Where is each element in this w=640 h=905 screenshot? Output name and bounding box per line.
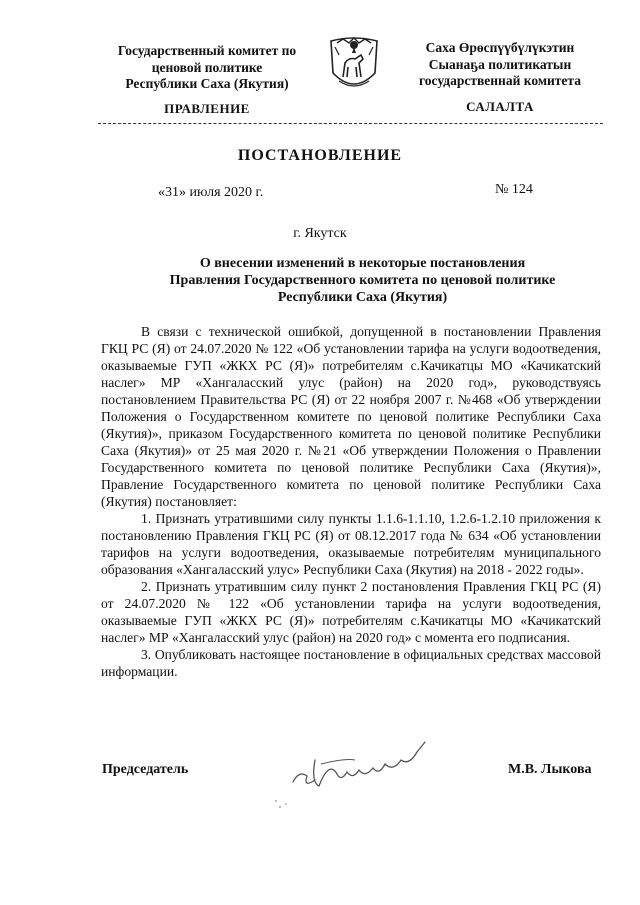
document-city: г. Якутск <box>293 226 347 241</box>
header-right-line: государственнай комитета <box>419 73 581 88</box>
signature-ink-marks <box>270 795 300 815</box>
header-left-board: ПРАВЛЕНИЕ <box>164 101 250 116</box>
signer-name: М.В. Лыкова <box>508 762 592 777</box>
signer-position: Председатель <box>102 762 189 777</box>
subject-line: Правления Государственного комитета по ценовой политике <box>169 273 556 288</box>
header-left-line: ценовой политике <box>151 59 263 75</box>
header-divider <box>98 123 603 124</box>
yakutia-coat-of-arms-icon <box>325 33 383 99</box>
header-right-org <box>400 40 600 90</box>
header-left-line: Республики Саха (Якутия) <box>125 76 289 91</box>
document-number: № 124 <box>495 182 533 197</box>
body-item-1: 1. Признать утратившими силу пункты 1.1.6-1.1.10, 1.2.6-1.2.10 приложения к постановлению Правления ГКЦ РС (Я) от 08.12.2017 года № 634 «Об установлении тарифов на услуги водоотведения, оказываемые потребителям муниципального образования «Хангаласский улус» Республики Саха (Якутия) на 2018 - 2022 годы». <box>101 511 601 577</box>
handwritten-signature <box>285 730 445 800</box>
document-subject <box>140 255 585 306</box>
header-right-board: САЛАЛТА <box>466 99 534 114</box>
subject-line: Республики Саха (Якутия) <box>277 290 448 305</box>
header-right-line: Саха Өрөспүүбүлүкэтин <box>425 40 575 55</box>
body-item-3: 3. Опубликовать настоящее постановление в официальных средствах массовой информации. <box>101 647 601 679</box>
document-body <box>101 323 601 680</box>
document-date: «31» июля 2020 г. <box>158 185 264 200</box>
header-right-line: Сыанаҕа политикатын <box>428 56 572 72</box>
header-left-org <box>102 43 312 93</box>
body-item-2: 2. Признать утратившим силу пункт 2 постановления Правления ГКЦ РС (Я) от 24.07.2020 № 122 «Об установлении тарифа на услуги водоотведения, оказываемые ГУП «ЖКХ РС (Я)» потребителям с.Качикатцы МО «Качикатский наслег» МР «Хангаласский улус (район) на 2020 год» с момента его подписания. <box>101 579 601 645</box>
header-left-line: Государственный комитет по <box>117 43 297 58</box>
body-intro-paragraph: В связи с технической ошибкой, допущенной в постановлении Правления ГКЦ РС (Я) от 24.07.2020 № 122 «Об установлении тарифа на услуги водоотведения, оказываемые ГУП «ЖКХ РС (Я)» потребителям с.Качикатцы МО «Качикатский наслег» МР «Хангаласский улус (район) на 2020 год», руководствуясь постановлением Правительства РС (Я) от 22 ноября 2007 г. №468 «Об утверждении Положения о Государственном комитете по ценовой политике Республики Саха (Якутия)», приказом Государственного комитета по ценовой политике Республики Саха (Якутия)» от 25 мая 2020 г. №21 «Об утверждении Положения о Правлении Государственного комитета по ценовой политике Республики Саха (Якутия)», Правление Государственного комитета по ценовой политике Республики Саха (Якутия) постановляет: <box>101 324 601 509</box>
subject-line: О внесении изменений в некоторые постановления <box>199 256 526 271</box>
document-title: ПОСТАНОВЛЕНИЕ <box>237 147 403 164</box>
